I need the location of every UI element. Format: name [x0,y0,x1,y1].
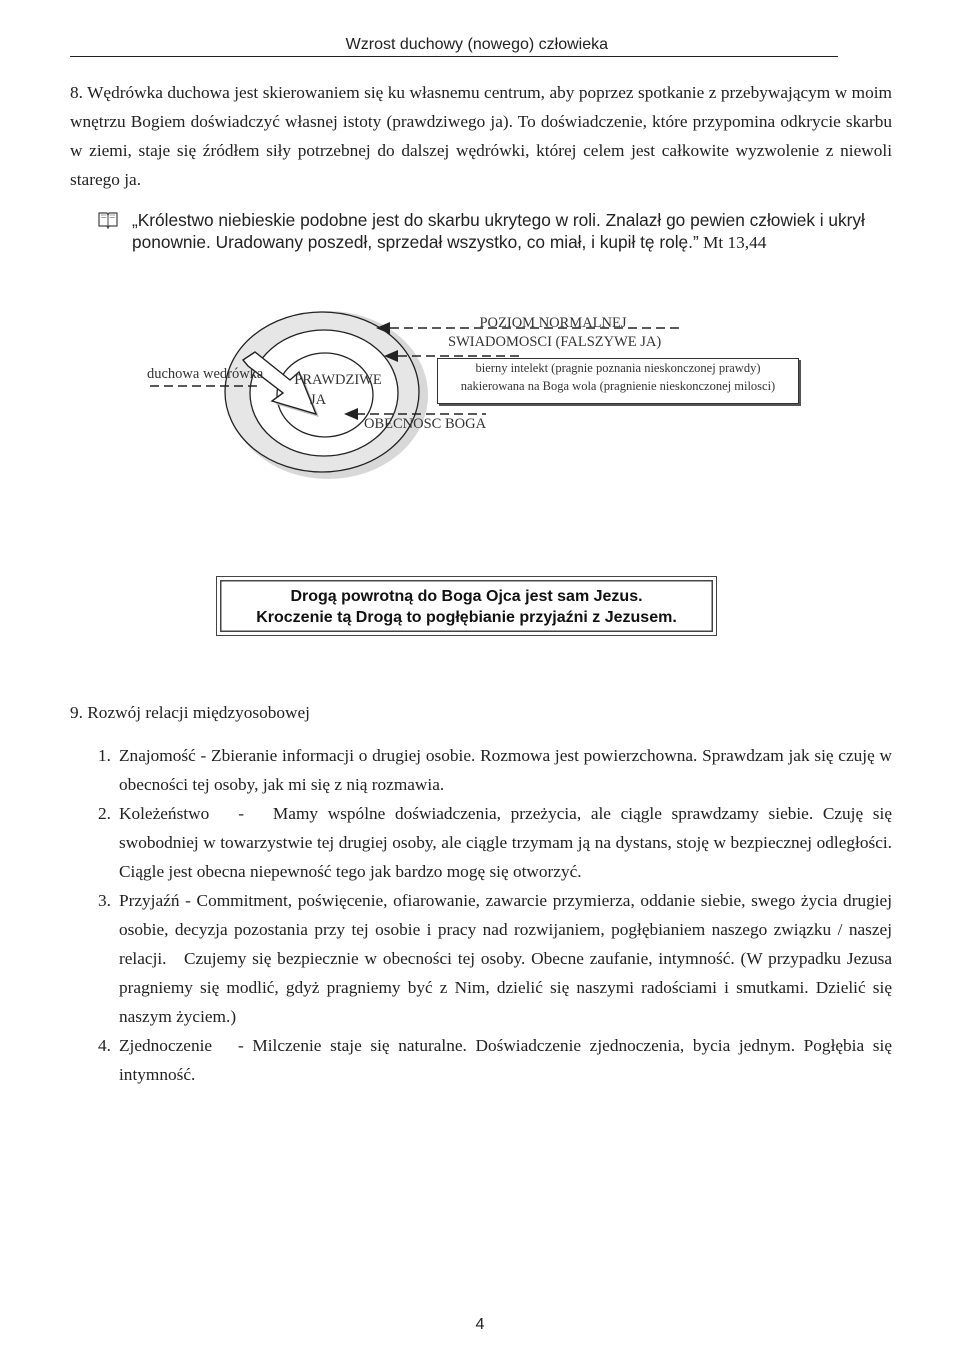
jesus-way-line-1: Drogą powrotną do Boga Ojca jest sam Jezus. [290,588,643,605]
list-item [70,886,897,1031]
list-item-text: Przyjaźń - Commitment, poświęcenie, ofiarowanie, zawarcie przymierza, oddanie siebie, swego życia drugiej osobie, decyzja pozostania przy tej osobie i pracy nad rozwijaniem, pogłębianiem naszego związku / naszej relacji. Czujemy się bezpiecznie w obecności tej osoby. Obecne zaufanie, intymność. (W przypadku Jezusa pragniemy się modlić, gdyż pragniemy być z Nim, dzielić się naszymi radościami i smutkami. Dzielić się naszym życiem.) [119,891,897,1026]
page-header [70,36,838,57]
journey-label: duchowa wedrówka [147,366,264,382]
list-item-text: Znajomość - Zbieranie informacji o drugiej osobie. Rozmowa jest powierzchowna. Sprawdzam jak się czuję w obecności tej osoby, jak mi się z nią rozmawia. [119,746,892,794]
header-title: Wzrost duchowy (nowego) człowieka [345,36,608,53]
quote-text [97,209,892,254]
section-8-paragraph: 8. Wędrówka duchowa jest skierowaniem się ku własnemu centrum, aby poprzez spotkanie z przebywającym w moim wnętrzu Bogiem doświadczyć własnej istoty (prawdziwego ja). To doświadczenie, które przypomina odkrycie skarbu w ziemi, staje się źródłem siły potrzebnej do dalszej wędrówki, której celem jest całkowite wyzwolenie z niewoli starego ja. [70,83,892,189]
list-item-text: Koleżeństwo - Mamy wspólne doświadczenia, przeżycia, ale ciągle sprawdzamy siebie. Czuję się swobodniej w towarzystwie tej drugiej osoby, ale ciągle trzymam ją na dystans, stoję w bezpiecznej odległości. Ciągle jest obecna niepewność tego jak bardzo mogę się otworzyć. [119,804,897,881]
bible-quote [97,209,892,254]
normal-awareness-line-2: SWIADOMOSCI (FALSZYWE JA) [448,334,662,350]
quote-line-1: „Królestwo niebieskie podobne jest do skarbu ukrytego w roli. Znalazł go pewien człowiek i ukrył [132,210,865,230]
spiritual-journey-diagram [0,300,960,490]
quote-line-2: ponownie. Uradowany poszedł, sprzedał wszystko, co miał, i kupił tę rolę.” [132,232,699,252]
relationship-stages-list [70,741,897,1089]
intellect-will-box [437,358,799,404]
normal-awareness-line-1: POZIOM NORMALNEJ [479,315,627,331]
true-self-line-1: PRAWDZIWE [294,372,382,388]
list-item [70,741,892,799]
section-9-title: 9. Rozwój relacji międzyosobowej [70,703,310,722]
list-item-number: 1. [98,746,111,765]
list-item-number: 2. [98,804,111,823]
true-self-label [288,370,388,410]
list-item-text: Zjednoczenie - Milczenie staje się naturalne. Doświadczenie zjednoczenia, bycia jednym. Pogłębia się intymność. [119,1036,897,1084]
quote-reference: Mt 13,44 [698,233,767,252]
book-icon [97,209,119,231]
list-item [70,1031,897,1089]
will-line: nakierowana na Boga wola (pragnienie nieskonczonej milosci) [460,379,776,393]
presence-of-god-label: OBECNOSC BOGA [364,416,487,432]
true-self-line-2: JA [309,392,327,408]
page-number: 4 [475,1316,485,1333]
jesus-way-line-2: Kroczenie tą Drogą to pogłębianie przyjaźni z Jezusem. [256,609,677,626]
jesus-way-box [216,576,717,636]
list-item-number: 3. [98,891,111,910]
list-item-number: 4. [98,1036,111,1055]
normal-awareness-label [448,314,662,352]
list-item [70,799,897,886]
intellect-line: bierny intelekt (pragnie poznania nieskonczonej prawdy) [475,361,761,375]
